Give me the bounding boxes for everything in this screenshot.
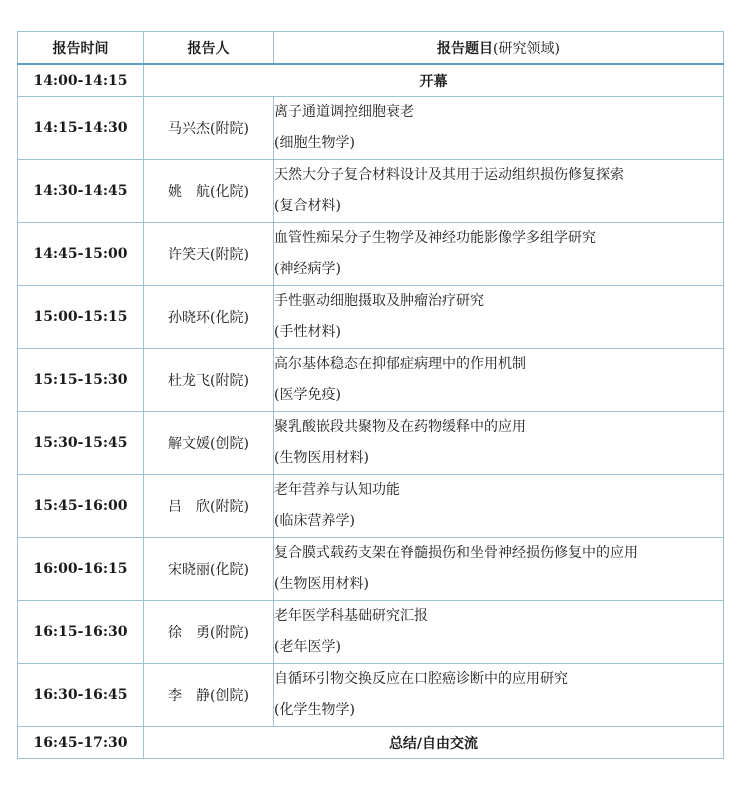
talk-field: (手性材料) xyxy=(274,324,341,340)
talk-speaker xyxy=(144,601,274,664)
speaker-org: (附院) xyxy=(210,625,249,641)
talk-topic xyxy=(274,412,724,475)
talk-speaker xyxy=(144,97,274,160)
header-topic xyxy=(274,32,724,65)
talk-time: 16:15-16:30 xyxy=(18,601,144,664)
speaker-name: 孙晓环 xyxy=(168,310,211,326)
talk-speaker xyxy=(144,538,274,601)
closing-label: 总结/自由交流 xyxy=(144,727,724,759)
talk-title: 老年医学科基础研究汇报 xyxy=(274,608,428,624)
table-row xyxy=(18,160,724,223)
closing-row xyxy=(18,727,724,759)
speaker-org: (附院) xyxy=(210,247,249,263)
talk-field: (细胞生物学) xyxy=(274,135,355,151)
talk-field: (神经病学) xyxy=(274,261,341,277)
speaker-name: 许笑天 xyxy=(168,247,211,263)
talk-field: (生物医用材料) xyxy=(274,450,369,466)
speaker-name: 马兴杰 xyxy=(168,121,211,137)
talk-speaker xyxy=(144,475,274,538)
speaker-name: 解文媛 xyxy=(168,436,211,452)
opening-time: 14:00-14:15 xyxy=(18,64,144,97)
table-row xyxy=(18,475,724,538)
talk-topic xyxy=(274,664,724,727)
talk-topic xyxy=(274,223,724,286)
talk-speaker xyxy=(144,412,274,475)
table-row xyxy=(18,97,724,160)
schedule-table xyxy=(17,31,724,759)
table-row xyxy=(18,412,724,475)
table-row xyxy=(18,664,724,727)
talk-field: (复合材料) xyxy=(274,198,341,214)
talk-topic xyxy=(274,349,724,412)
talk-field: (医学免疫) xyxy=(274,387,341,403)
speaker-name: 李 静 xyxy=(168,688,211,704)
speaker-name: 姚 航 xyxy=(168,184,211,200)
talk-time: 14:15-14:30 xyxy=(18,97,144,160)
speaker-org: (创院) xyxy=(210,688,249,704)
table-row xyxy=(18,349,724,412)
table-row xyxy=(18,601,724,664)
talk-field: (化学生物学) xyxy=(274,702,355,718)
talk-topic xyxy=(274,97,724,160)
talk-topic xyxy=(274,475,724,538)
header-topic-main: 报告题目 xyxy=(437,40,494,57)
talk-field: (老年医学) xyxy=(274,639,341,655)
talk-time: 14:30-14:45 xyxy=(18,160,144,223)
talk-speaker xyxy=(144,664,274,727)
speaker-org: (化院) xyxy=(210,184,249,200)
header-row xyxy=(18,32,724,65)
talk-field: (临床营养学) xyxy=(274,513,355,529)
talk-topic xyxy=(274,286,724,349)
talk-speaker xyxy=(144,160,274,223)
opening-label: 开幕 xyxy=(144,64,724,97)
talk-title: 高尔基体稳态在抑郁症病理中的作用机制 xyxy=(274,356,526,372)
header-speaker: 报告人 xyxy=(144,32,274,65)
talk-topic xyxy=(274,160,724,223)
talk-title: 自循环引物交换反应在口腔癌诊断中的应用研究 xyxy=(274,671,568,687)
speaker-name: 宋晓丽 xyxy=(168,562,211,578)
speaker-org: (化院) xyxy=(210,562,249,578)
talk-time: 15:45-16:00 xyxy=(18,475,144,538)
talk-topic xyxy=(274,538,724,601)
talk-title: 离子通道调控细胞衰老 xyxy=(274,104,414,120)
talk-title: 老年营养与认知功能 xyxy=(274,482,400,498)
speaker-org: (化院) xyxy=(210,310,249,326)
talk-speaker xyxy=(144,223,274,286)
header-time: 报告时间 xyxy=(18,32,144,65)
speaker-org: (附院) xyxy=(210,499,249,515)
talk-title: 天然大分子复合材料设计及其用于运动组织损伤修复探索 xyxy=(274,167,624,183)
talk-title: 聚乳酸嵌段共聚物及在药物缓释中的应用 xyxy=(274,419,526,435)
talk-speaker xyxy=(144,286,274,349)
header-topic-paren: (研究领域) xyxy=(493,40,560,57)
table-row xyxy=(18,538,724,601)
speaker-name: 徐 勇 xyxy=(168,625,211,641)
talk-title: 手性驱动细胞摄取及肿瘤治疗研究 xyxy=(274,293,484,309)
speaker-org: (附院) xyxy=(210,121,249,137)
talk-time: 15:30-15:45 xyxy=(18,412,144,475)
talk-time: 16:00-16:15 xyxy=(18,538,144,601)
speaker-org: (创院) xyxy=(210,436,249,452)
talk-time: 15:00-15:15 xyxy=(18,286,144,349)
opening-row xyxy=(18,64,724,97)
talk-time: 14:45-15:00 xyxy=(18,223,144,286)
talk-topic xyxy=(274,601,724,664)
talk-title: 复合膜式载药支架在脊髓损伤和坐骨神经损伤修复中的应用 xyxy=(274,545,638,561)
closing-time: 16:45-17:30 xyxy=(18,727,144,759)
table-row xyxy=(18,223,724,286)
speaker-name: 吕 欣 xyxy=(168,499,211,515)
speaker-org: (附院) xyxy=(210,373,249,389)
talk-time: 16:30-16:45 xyxy=(18,664,144,727)
speaker-name: 杜龙飞 xyxy=(168,373,211,389)
talk-time: 15:15-15:30 xyxy=(18,349,144,412)
talk-speaker xyxy=(144,349,274,412)
table-row xyxy=(18,286,724,349)
talk-title: 血管性痴呆分子生物学及神经功能影像学多组学研究 xyxy=(274,230,596,246)
talk-field: (生物医用材料) xyxy=(274,576,369,592)
